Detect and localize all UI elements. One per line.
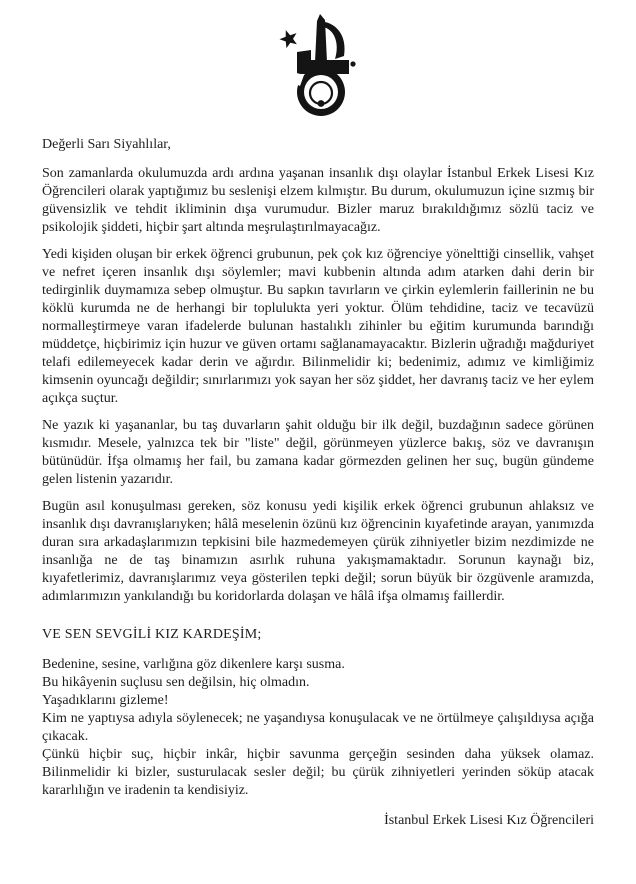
letter-body (42, 136, 594, 830)
message-line: Bu hikâyenin suçlusu sen değilsin, hiç olmadın. (42, 675, 310, 690)
paragraph-4: Bugün asıl konuşulması gereken, söz konusu yedi kişilik erkek öğrenci grubunun ahlaksız ve insanlık dışı davranışlarıyken; hâlâ meselenin özünü kız öğrencinin kıyafetinde arayan, yanımızda duran sıra arkadaşlarımızın tepkisini bile hazmedemeyen çürük zihniyetler bizim nezdimizde ne insanlığa ne de taş binamızın asırlık ruhuna yakışmamaktadır. Sorunun kaynağı biz, kıyafetlerimiz, davranışlarımız veya gösterilen tepki değil; sorun büyük bir özgüvenle aramızda, adımlarımızın yankılandığı bu koridorlarda dolaşan ve hâlâ ifşa olmamış faillerdir. (42, 499, 594, 604)
emblem-ring (297, 68, 345, 116)
salutation: Değerli Sarı Siyahlılar, (42, 137, 171, 152)
star-icon (280, 30, 297, 48)
message-line: Yaşadıklarını gizleme! (42, 693, 169, 708)
paragraph-1: Son zamanlarda okulumuzda ardı ardına yaşanan insanlık dışı olaylar İstanbul Erkek Lisesi Kız Öğrencileri olarak yaptığımız bu seslenişi elzem kılmıştır. Bu durum, okulumuzun içine sızmış bir güvensizlik ve tehdit ikliminin dışa vurumudur. Bizler maruz bırakıldığımız sözlü taciz ve psikolojik şiddeti, hiçbir şart altında meşrulaştırılmayacağız. (42, 166, 594, 235)
emblem-right-dot (350, 61, 355, 66)
sister-message-block (42, 656, 594, 746)
school-emblem-icon (273, 12, 363, 124)
paragraph-2: Yedi kişiden oluşan bir erkek öğrenci grubunun, pek çok kız öğrenciye yönelttiği cinsellik, vahşet ve nefret içeren insanlık dışı söylemler; mavi kubbenin altında adım atarken dahi derin bir tedirginlik duymamıza sebep olmuştur. Bu sapkın tavırların ve çirkin eylemlerin faillerinin ne bu köklü kurumda ne de herhangi bir toplulukta yeri yoktur. Ölüm tehdidine, taciz ve tecavüzü normalleştirmeye varan ifadelerde bulunan hastalıklı zihinler bu eğitim kurumunda barındığı müddetçe, hiçbirimiz için huzur ve güven ortamı sağlanamayacaktır. Bizlerin uğradığı mağduriyet telafi edilemeyecek kadar derin ve ağırdır. Bilinmelidir ki; bedenimiz, adımız ve kimliğimiz kimsenin oyuncağı değildir; sınırlarımızı yok sayan her söz şiddet, her davranış taciz ve her eylem açıkça suçtur. (42, 247, 594, 406)
message-line: Kim ne yaptıysa adıyla söylenecek; ne yaşandıysa konuşulacak ve ne örtülmeye çalışıldıysa açığa çıkacak. (42, 711, 594, 744)
paragraph-3: Ne yazık ki yaşananlar, bu taş duvarların şahit olduğu bir ilk değil, buzdağının sadece görünen kısmıdır. Mesele, yalnızca tek bir "liste" değil, görünmeyen yüzlerce bakış, söz ve davranışın bütünüdür. İfşa olmamış her fail, bu zamana kadar görmezden gelinen her suç, bugün gündeme gelen listenin yazarıdır. (42, 418, 594, 487)
message-line: Bedenine, sesine, varlığına göz dikenlere karşı susma. (42, 657, 345, 672)
signature: İstanbul Erkek Lisesi Kız Öğrencileri (384, 813, 594, 828)
school-emblem-logo (273, 12, 363, 124)
closing-paragraph: Çünkü hiçbir suç, hiçbir inkâr, hiçbir savunma gerçeğin sesinden daha yüksek olamaz. Bilinmelidir ki bizler, susturulacak sesler değil; bu çürük zihniyetleri yerinden söküp atacak kararlılığın ve iradenin ta kendisiyiz. (42, 747, 594, 798)
section-heading: VE SEN SEVGİLİ KIZ KARDEŞİM; (42, 627, 262, 642)
emblem-blade (315, 14, 327, 62)
